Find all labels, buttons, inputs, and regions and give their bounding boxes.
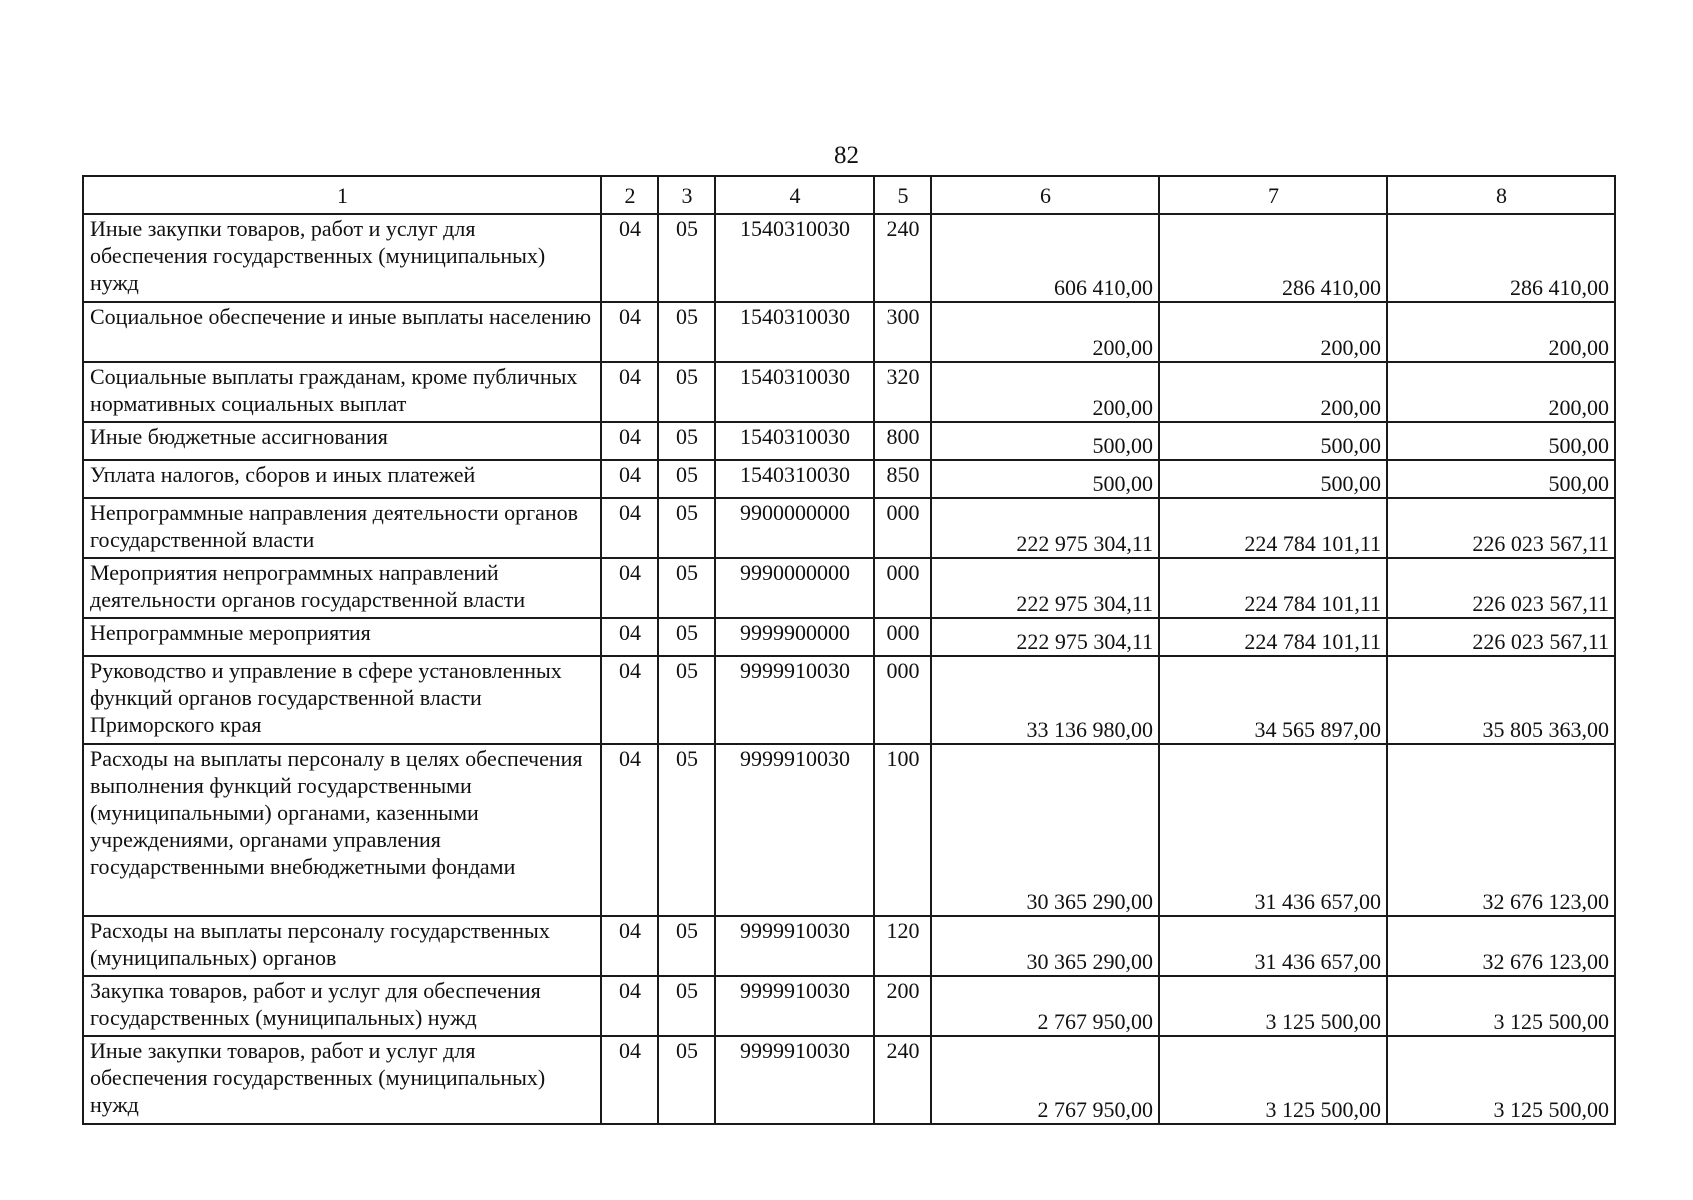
column-header: 4	[715, 176, 874, 214]
target-article-code-cell: 1540310030	[715, 302, 874, 362]
expense-type-code-cell: 850	[874, 460, 931, 498]
expense-type-code-cell: 800	[874, 422, 931, 460]
amount-year-2-cell: 224 784 101,11	[1159, 618, 1387, 656]
amount-year-1-cell: 30 365 290,00	[931, 744, 1159, 916]
amount-year-2-cell: 31 436 657,00	[1159, 744, 1387, 916]
target-article-code-cell: 1540310030	[715, 422, 874, 460]
expense-name-cell: Уплата налогов, сборов и иных платежей	[83, 460, 601, 498]
section-code-cell: 04	[601, 618, 658, 656]
subsection-code-cell: 05	[658, 460, 715, 498]
subsection-code-cell: 05	[658, 744, 715, 916]
expense-name-cell: Руководство и управление в сфере установленных функций органов государственной власти Приморского края	[83, 656, 601, 744]
amount-year-1-cell: 200,00	[931, 302, 1159, 362]
amount-year-1-cell: 606 410,00	[931, 214, 1159, 302]
amount-year-2-cell: 224 784 101,11	[1159, 558, 1387, 618]
subsection-code-cell: 05	[658, 214, 715, 302]
column-number-header-row	[83, 176, 1615, 214]
section-code-cell: 04	[601, 656, 658, 744]
amount-year-3-cell: 3 125 500,00	[1387, 1036, 1615, 1124]
amount-year-1-cell: 222 975 304,11	[931, 498, 1159, 558]
target-article-code-cell: 1540310030	[715, 362, 874, 422]
subsection-code-cell: 05	[658, 302, 715, 362]
target-article-code-cell: 9990000000	[715, 558, 874, 618]
table-row	[83, 214, 1615, 302]
expense-name-cell: Непрограммные направления деятельности органов государственной власти	[83, 498, 601, 558]
amount-year-2-cell: 200,00	[1159, 302, 1387, 362]
section-code-cell: 04	[601, 422, 658, 460]
expense-type-code-cell: 000	[874, 498, 931, 558]
column-header: 6	[931, 176, 1159, 214]
column-header: 8	[1387, 176, 1615, 214]
amount-year-1-cell: 33 136 980,00	[931, 656, 1159, 744]
table-row	[83, 976, 1615, 1036]
table-row	[83, 618, 1615, 656]
expense-type-code-cell: 000	[874, 558, 931, 618]
section-code-cell: 04	[601, 744, 658, 916]
target-article-code-cell: 9999910030	[715, 976, 874, 1036]
expense-type-code-cell: 200	[874, 976, 931, 1036]
amount-year-2-cell: 500,00	[1159, 422, 1387, 460]
section-code-cell: 04	[601, 214, 658, 302]
section-code-cell: 04	[601, 1036, 658, 1124]
expense-type-code-cell: 100	[874, 744, 931, 916]
table-row	[83, 744, 1615, 916]
subsection-code-cell: 05	[658, 362, 715, 422]
amount-year-2-cell: 224 784 101,11	[1159, 498, 1387, 558]
target-article-code-cell: 9999910030	[715, 916, 874, 976]
table-row	[83, 302, 1615, 362]
amount-year-3-cell: 226 023 567,11	[1387, 618, 1615, 656]
expense-type-code-cell: 240	[874, 1036, 931, 1124]
amount-year-3-cell: 200,00	[1387, 302, 1615, 362]
table-row	[83, 656, 1615, 744]
amount-year-1-cell: 222 975 304,11	[931, 558, 1159, 618]
table-row	[83, 460, 1615, 498]
amount-year-2-cell: 34 565 897,00	[1159, 656, 1387, 744]
section-code-cell: 04	[601, 362, 658, 422]
amount-year-2-cell: 500,00	[1159, 460, 1387, 498]
expense-type-code-cell: 000	[874, 656, 931, 744]
page-number: 82	[834, 142, 859, 169]
table-row	[83, 1036, 1615, 1124]
expense-type-code-cell: 120	[874, 916, 931, 976]
target-article-code-cell: 9900000000	[715, 498, 874, 558]
amount-year-3-cell: 500,00	[1387, 422, 1615, 460]
subsection-code-cell: 05	[658, 618, 715, 656]
amount-year-3-cell: 226 023 567,11	[1387, 498, 1615, 558]
target-article-code-cell: 1540310030	[715, 460, 874, 498]
amount-year-2-cell: 31 436 657,00	[1159, 916, 1387, 976]
target-article-code-cell: 9999910030	[715, 744, 874, 916]
amount-year-2-cell: 3 125 500,00	[1159, 976, 1387, 1036]
section-code-cell: 04	[601, 558, 658, 618]
expense-name-cell: Социальные выплаты гражданам, кроме публичных нормативных социальных выплат	[83, 362, 601, 422]
expense-name-cell: Мероприятия непрограммных направлений деятельности органов государственной власти	[83, 558, 601, 618]
expense-name-cell: Расходы на выплаты персоналу в целях обеспечения выполнения функций государственными (муниципальными) органами, казенными учреждениями, органами управления государственными внебюджетными фондами	[83, 744, 601, 916]
section-code-cell: 04	[601, 976, 658, 1036]
target-article-code-cell: 9999910030	[715, 656, 874, 744]
column-header: 5	[874, 176, 931, 214]
target-article-code-cell: 9999910030	[715, 1036, 874, 1124]
subsection-code-cell: 05	[658, 1036, 715, 1124]
expense-name-cell: Расходы на выплаты персоналу государственных (муниципальных) органов	[83, 916, 601, 976]
amount-year-1-cell: 500,00	[931, 422, 1159, 460]
table-row	[83, 362, 1615, 422]
amount-year-1-cell: 500,00	[931, 460, 1159, 498]
amount-year-2-cell: 3 125 500,00	[1159, 1036, 1387, 1124]
subsection-code-cell: 05	[658, 498, 715, 558]
section-code-cell: 04	[601, 302, 658, 362]
amount-year-3-cell: 226 023 567,11	[1387, 558, 1615, 618]
amount-year-3-cell: 500,00	[1387, 460, 1615, 498]
amount-year-3-cell: 32 676 123,00	[1387, 916, 1615, 976]
amount-year-3-cell: 32 676 123,00	[1387, 744, 1615, 916]
expense-name-cell: Иные бюджетные ассигнования	[83, 422, 601, 460]
target-article-code-cell: 9999900000	[715, 618, 874, 656]
column-header: 1	[83, 176, 601, 214]
section-code-cell: 04	[601, 916, 658, 976]
amount-year-1-cell: 2 767 950,00	[931, 976, 1159, 1036]
amount-year-2-cell: 286 410,00	[1159, 214, 1387, 302]
expense-name-cell: Непрограммные мероприятия	[83, 618, 601, 656]
subsection-code-cell: 05	[658, 422, 715, 460]
target-article-code-cell: 1540310030	[715, 214, 874, 302]
subsection-code-cell: 05	[658, 916, 715, 976]
expense-type-code-cell: 240	[874, 214, 931, 302]
subsection-code-cell: 05	[658, 976, 715, 1036]
column-header: 3	[658, 176, 715, 214]
expense-type-code-cell: 300	[874, 302, 931, 362]
amount-year-1-cell: 222 975 304,11	[931, 618, 1159, 656]
expense-type-code-cell: 320	[874, 362, 931, 422]
amount-year-3-cell: 3 125 500,00	[1387, 976, 1615, 1036]
amount-year-3-cell: 286 410,00	[1387, 214, 1615, 302]
section-code-cell: 04	[601, 460, 658, 498]
table-row	[83, 498, 1615, 558]
amount-year-1-cell: 30 365 290,00	[931, 916, 1159, 976]
amount-year-3-cell: 200,00	[1387, 362, 1615, 422]
table-row	[83, 916, 1615, 976]
section-code-cell: 04	[601, 498, 658, 558]
column-header: 7	[1159, 176, 1387, 214]
table-row	[83, 422, 1615, 460]
subsection-code-cell: 05	[658, 558, 715, 618]
expense-name-cell: Иные закупки товаров, работ и услуг для обеспечения государственных (муниципальных) нужд	[83, 1036, 601, 1124]
table-row	[83, 558, 1615, 618]
amount-year-2-cell: 200,00	[1159, 362, 1387, 422]
expense-name-cell: Иные закупки товаров, работ и услуг для обеспечения государственных (муниципальных) нужд	[83, 214, 601, 302]
budget-table	[82, 175, 1616, 1125]
expense-name-cell: Закупка товаров, работ и услуг для обеспечения государственных (муниципальных) нужд	[83, 976, 601, 1036]
amount-year-1-cell: 2 767 950,00	[931, 1036, 1159, 1124]
amount-year-3-cell: 35 805 363,00	[1387, 656, 1615, 744]
column-header: 2	[601, 176, 658, 214]
expense-type-code-cell: 000	[874, 618, 931, 656]
subsection-code-cell: 05	[658, 656, 715, 744]
expense-name-cell: Социальное обеспечение и иные выплаты населению	[83, 302, 601, 362]
amount-year-1-cell: 200,00	[931, 362, 1159, 422]
